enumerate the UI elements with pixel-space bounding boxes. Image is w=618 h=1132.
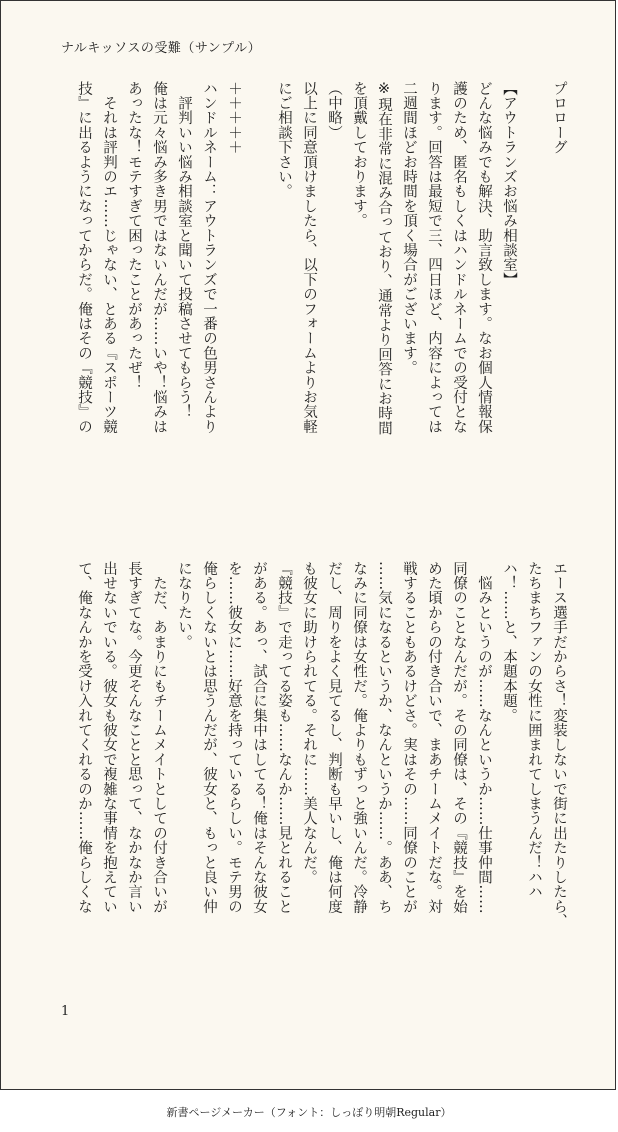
lower-text-block: エース選手だからさ！変装しないで街に出たりしたら、 たちまちファンの女性に囲まれてしまうんだ！ハハ ハ！……と、本題本題。 悩みというのが……なんというか……仕事仲間…… 同僚のことなんだが。その同僚は、その『競技』を始 めた頃からの付き合いで、まあチームメイトだな。対 戦することもあるけどさ。実はその……同僚のことが ……気になるというか、なんというか……。ああ、ち なみに同僚は女性だ。俺よりもずっと強いんだ。冷静 だし、周りをよく見てるし、判断も早いし、俺は何度 も彼女に助けられてる。それに……美人なんだ。 『競技』で走ってる姿も……なんか……見とれること がある。あっ、試合に集中はしてる！俺はそんな彼女 を……彼女に……好意を持っているらしい。モテ男の 俺らしくないとは思うんだが、彼女と、もっと良い仲 になりたい。 ただ、あまりにもチームメイトとしての付き合いが 長すぎてな。今更そんなことと思って、なかなか言い 出せないでいる。彼女も彼女で複雑な事情を抱えてい て、俺なんかを受け入れてくれるのか……俺らしくな xyxy=(76,561,567,929)
upper-text-block: プロローグ 【アウトランズお悩み相談室】 どんな悩みでも解決、助言致します。なお個人情報保 護のため、匿名もしくはハンドルネームでの受付とな ります。回答は最短で三、四日ほど、内容によっては 二週間ほどお時間を頂く場合がございます。 ※現在非常に混み合っており、通常より回答にお時間 を頂戴しております。 （中略） 以上に同意頂けましたら、以下のフォームよりお気軽 にご相談下さい。 ＋＋＋＋＋ ハンドルネーム：アウトランズで一番の色男さんより 評判いい悩み相談室と聞いて投稿させてもらう！ 俺は元々悩み多き男ではないんだが……いや！悩みは あったな！モテすぎて困ったことがあったぜ！ それは評判のエ……じゃない、とある『スポーツ競 技』に出るようになってからだ。俺はその『競技』の xyxy=(76,81,567,436)
page-number: 1 xyxy=(61,1004,70,1019)
book-title: ナルキッソスの受難（サンプル） xyxy=(61,41,262,56)
generator-credit: 新書ページメーカー（フォント：しっぽり明朝Regular） xyxy=(166,1106,452,1119)
